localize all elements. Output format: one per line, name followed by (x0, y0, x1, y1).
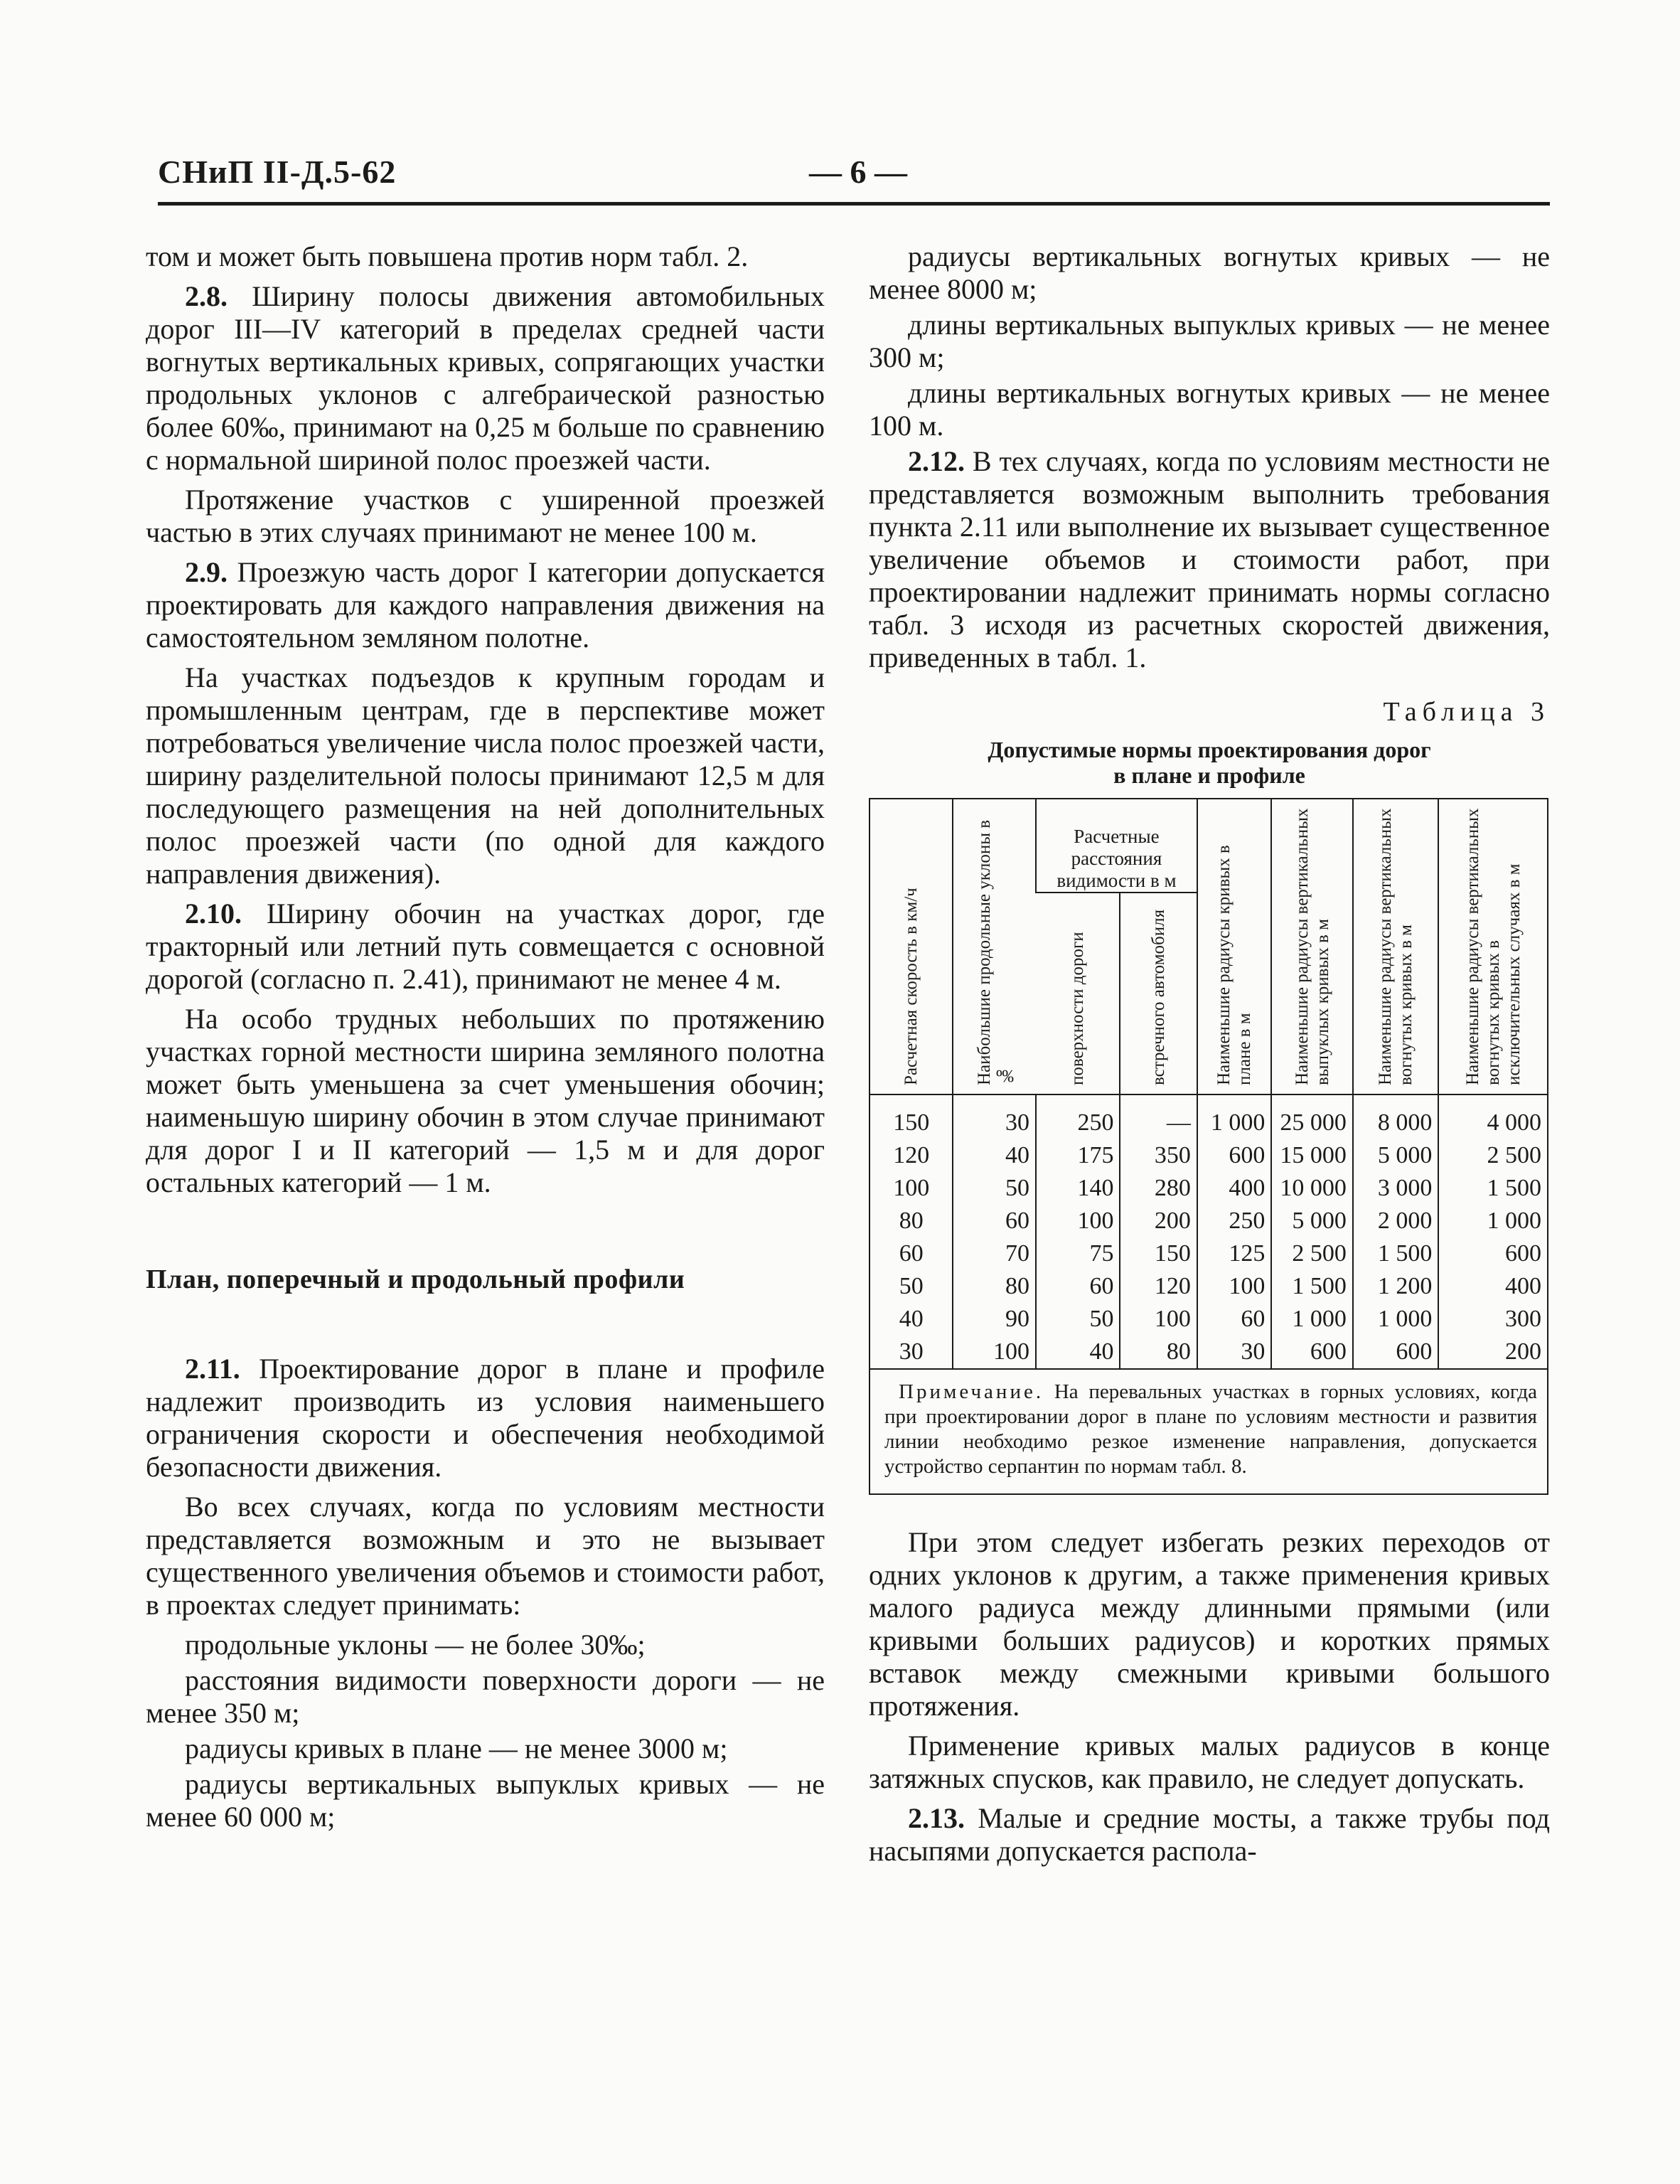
note-label: Примечание. (899, 1380, 1044, 1403)
table-cell: 30 (899, 1338, 924, 1365)
norms-table (870, 799, 1547, 1368)
table-row (870, 1336, 1547, 1368)
document-code: СНиП II-Д.5-62 (158, 154, 397, 190)
table-row (870, 1303, 1547, 1336)
table-cell: 600 (1197, 1139, 1271, 1172)
list-item: радиусы кривых в плане — не менее 3000 м; (185, 1732, 728, 1764)
paragraph: том и может быть повышена против норм табл. 2. (146, 240, 749, 272)
paragraph-text: Проезжую часть дорог I категории допускается проектировать для каждого направления движения на самостоятельном земляном полотне. (146, 556, 825, 654)
clause-number: 2.12. (908, 445, 965, 477)
paragraph-2-10 (146, 897, 825, 996)
left-column (146, 240, 825, 1836)
table-caption (869, 737, 1550, 788)
note-text: На перевальных участках в горных условиях, когда при проектировании дорог в плане по условиям местности и развития линии необходимо резкое изменение направления, допускается устройство серпантин по нормам табл. 8. (884, 1380, 1538, 1478)
column-group-header: Расчетные расстояния видимости в м (1036, 799, 1197, 893)
header-rule (158, 202, 1550, 206)
paragraph-2-8 (146, 280, 825, 476)
table-cell: 15 000 (1271, 1139, 1352, 1172)
paragraph: Во всех случаях, когда по условиям местности представляется возможным и это не вызывает существенного увеличения объемов и стоимости работ, в проектах следует принимать: (146, 1491, 825, 1621)
paragraph: Протяжение участков с уширенной проезжей частью в этих случаях принимают не менее 100 м. (146, 484, 825, 548)
table-cell: 600 (1353, 1336, 1439, 1368)
column-header: Наибольшие продольные уклоны в ‰ (953, 799, 1035, 1094)
table-cell: 400 (1197, 1172, 1271, 1205)
clause-number: 2.13. (908, 1802, 965, 1834)
table-cell: 100 (953, 1336, 1035, 1368)
table-cell: 40 (953, 1139, 1035, 1172)
list-item: длины вертикальных выпуклых кривых — не менее 300 м; (869, 309, 1550, 373)
table-cell: 60 (899, 1240, 924, 1267)
table-cell: — (1120, 1094, 1197, 1139)
table-cell: 3 000 (1353, 1172, 1439, 1205)
table-cell: 10 000 (1271, 1172, 1352, 1205)
table-cell: 600 (1438, 1237, 1547, 1270)
list-item: радиусы вертикальных выпуклых кривых — не менее 60 000 м; (146, 1768, 825, 1833)
table-cell: 90 (953, 1303, 1035, 1336)
column-header: Наименьшие радиусы кривых в плане в м (1197, 799, 1271, 1094)
table-cell: 250 (1036, 1094, 1120, 1139)
table-cell: 100 (893, 1175, 930, 1201)
table-cell: 80 (1120, 1336, 1197, 1368)
table-cell: 4 000 (1438, 1094, 1547, 1139)
table-cell: 150 (893, 1109, 930, 1136)
table-cell: 125 (1197, 1237, 1271, 1270)
clause-number: 2.11. (185, 1353, 240, 1385)
table-cell: 100 (1120, 1303, 1197, 1336)
list-item: продольные уклоны — не более 30‰; (185, 1629, 646, 1661)
table-cell: 50 (1036, 1303, 1120, 1336)
table-cell: 50 (899, 1273, 924, 1299)
column-header: встречного автомобиля (1120, 893, 1197, 1094)
page-number: — 6 — (809, 154, 907, 190)
table-cell: 80 (953, 1270, 1035, 1303)
table-row (870, 1237, 1547, 1270)
table-cell: 60 (1036, 1270, 1120, 1303)
table-row (870, 1270, 1547, 1303)
table-label: Таблица 3 (1383, 697, 1550, 727)
table-body (870, 1094, 1547, 1368)
table-cell: 1 500 (1271, 1270, 1352, 1303)
table-cell: 80 (899, 1208, 924, 1234)
table-cell: 30 (953, 1094, 1035, 1139)
table-cell: 140 (1036, 1172, 1120, 1205)
column-header: Наименьшие радиусы вертикальных вогнутых кривых в исключительных случаях в м (1438, 799, 1547, 1094)
paragraph: Применение кривых малых радиусов в конце затяжных спусков, как правило, не следует допускать. (869, 1730, 1550, 1794)
table-cell: 280 (1120, 1172, 1197, 1205)
column-header: Расчетная скорость в км/ч (870, 799, 953, 1094)
list-item: длины вертикальных вогнутых кривых — не менее 100 м. (869, 377, 1550, 442)
table-cell: 40 (1036, 1336, 1120, 1368)
table-cell: 250 (1197, 1205, 1271, 1237)
table-cell: 70 (953, 1237, 1035, 1270)
paragraph-2-9 (146, 556, 825, 654)
column-header: поверхности дороги (1036, 893, 1120, 1094)
clause-number: 2.8. (185, 280, 228, 312)
paragraph: На особо трудных небольших по протяжению участках горной местности ширина земляного полотна может быть уменьшена за счет уменьшения обочин; наименьшую ширину обочин в этом случае принимают для дорог I и II категорий — 1,5 м и для дорог остальных категорий — 1 м. (146, 1003, 825, 1198)
table-cell: 1 500 (1353, 1237, 1439, 1270)
paragraph-text: Проектирование дорог в плане и профиле надлежит производить из условия наименьшего ограничения скорости и обеспечения необходимой безопасности движения. (146, 1353, 825, 1483)
paragraph-2-13 (869, 1802, 1550, 1868)
table-cell: 1 000 (1197, 1094, 1271, 1139)
paragraph-2-11 (146, 1353, 825, 1483)
column-header: Наименьшие радиусы вертикальных вогнутых кривых в м (1353, 799, 1439, 1094)
table-cell: 8 000 (1353, 1094, 1439, 1139)
norms-table-box (869, 798, 1548, 1495)
table-row (870, 1172, 1547, 1205)
table-cell: 75 (1036, 1237, 1120, 1270)
table-cell: 2 000 (1353, 1205, 1439, 1237)
table-cell: 5 000 (1271, 1205, 1352, 1237)
table-row (870, 1139, 1547, 1172)
table-cell: 30 (1197, 1336, 1271, 1368)
paragraph-2-12 (869, 445, 1550, 674)
table-cell: 1 000 (1438, 1205, 1547, 1237)
table-cell: 600 (1271, 1336, 1352, 1368)
table-cell: 25 000 (1271, 1094, 1352, 1139)
table-cell: 120 (893, 1142, 930, 1168)
table-cell: 1 000 (1271, 1303, 1352, 1336)
table-cell: 60 (953, 1205, 1035, 1237)
table-cell: 300 (1438, 1303, 1547, 1336)
table-cell: 1 500 (1438, 1172, 1547, 1205)
paragraph-text: Ширину полосы движения автомобильных дорог III—IV категорий в пределах средней части вогнутых вертикальных кривых, сопрягающих участки продольных уклонов с алгебраической разностью более 60‰, принимают на 0,25 м больше по сравнению с нормальной шириной полос проезжей части. (146, 280, 825, 476)
table-caption-line: Допустимые нормы проектирования дорог (988, 737, 1431, 762)
table-cell: 200 (1120, 1205, 1197, 1237)
table-header-row (870, 799, 1547, 893)
paragraph-text: Ширину обочин на участках дорог, где тракторный или летний путь совмещается с основной дорогой (согласно п. 2.41), принимают не менее 4 м. (146, 897, 825, 995)
list-item: расстояния видимости поверхности дороги — не менее 350 м; (146, 1664, 825, 1729)
paragraph-text: Малые и средние мосты, а также трубы под насыпями допускается распола- (869, 1802, 1550, 1867)
table-cell: 200 (1438, 1336, 1547, 1368)
table-cell: 40 (899, 1306, 924, 1332)
table-cell: 5 000 (1353, 1139, 1439, 1172)
table-note (870, 1368, 1547, 1493)
right-column (869, 240, 1550, 1875)
table-caption-line: в плане и профиле (1113, 762, 1305, 788)
page-header (158, 153, 1550, 196)
table-cell: 100 (1036, 1205, 1120, 1237)
table-cell: 60 (1197, 1303, 1271, 1336)
table-cell: 150 (1120, 1237, 1197, 1270)
column-header: Наименьшие радиусы вертикальных выпуклых кривых в м (1271, 799, 1352, 1094)
table-row (870, 1205, 1547, 1237)
clause-number: 2.10. (185, 897, 242, 929)
table-cell: 50 (953, 1172, 1035, 1205)
table-cell: 100 (1197, 1270, 1271, 1303)
table-cell: 2 500 (1438, 1139, 1547, 1172)
table-cell: 350 (1120, 1139, 1197, 1172)
section-heading: План, поперечный и продольный профили (146, 1264, 685, 1294)
table-row (870, 1094, 1547, 1139)
list-item: радиусы вертикальных вогнутых кривых — не менее 8000 м; (869, 240, 1550, 305)
paragraph-text: В тех случаях, когда по условиям местности не представляется возможным выполнить требования пункта 2.11 или выполнение их вызывает существенное увеличение объемов и стоимости работ, при проектировании надлежит принимать нормы согласно табл. 3 исходя из расчетных скоростей движения, приведенных в табл. 1. (869, 445, 1551, 673)
paragraph: При этом следует избегать резких переходов от одних уклонов к другим, а также применения кривых малого радиуса между длинными прямыми (или кривыми больших радиусов) и коротких прямых вставок между смежными кривыми большого протяжения. (869, 1526, 1550, 1722)
clause-number: 2.9. (185, 556, 228, 588)
table-cell: 1 200 (1353, 1270, 1439, 1303)
paragraph: На участках подъездов к крупным городам и промышленным центрам, где в перспективе может потребоваться увеличение числа полос проезжей части, ширину разделительной полосы принимают 12,5 м для последующего размещения на ней дополнительных полос проезжей части (по одной для каждого направления движения). (146, 661, 825, 890)
table-cell: 400 (1438, 1270, 1547, 1303)
table-cell: 2 500 (1271, 1237, 1352, 1270)
table-cell: 120 (1120, 1270, 1197, 1303)
table-cell: 1 000 (1353, 1303, 1439, 1336)
table-cell: 175 (1036, 1139, 1120, 1172)
